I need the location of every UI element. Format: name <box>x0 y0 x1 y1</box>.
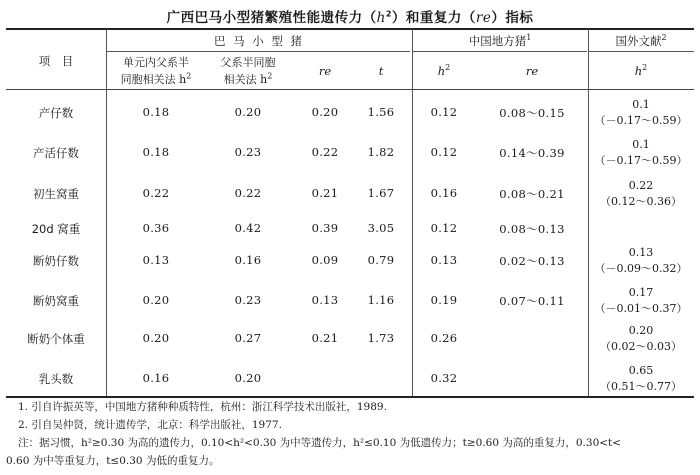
footnote-note: 注：据习惯，h²≥0.30 为高的遗传力，0.10<h²<0.30 为中等遗传力，h²≤0.10 为低遗传力；t≥0.60 为高的重复力，0.30<t< <box>18 437 622 449</box>
foreign-h2-range: （－0.09～0.32） <box>594 262 688 275</box>
cell-foreign <box>588 137 694 169</box>
cell-h2-unit: 0.22 <box>142 186 170 200</box>
cell-h2-sire: 0.27 <box>234 331 262 345</box>
foreign-h2-value: 0.1 <box>632 98 650 111</box>
cell-h2-unit: 0.20 <box>142 331 170 345</box>
cell-foreign <box>588 97 694 129</box>
foreign-h2-value: 0.20 <box>628 324 654 337</box>
cell-t: 1.67 <box>367 186 395 200</box>
cell-foreign <box>588 178 694 210</box>
footnote-note-cont: 0.60 为中等重复力，t≤0.30 为低的重复力。 <box>6 455 220 467</box>
cell-cn-h2: 0.12 <box>430 105 458 119</box>
cell-h2-sire: 0.42 <box>234 221 262 235</box>
cell-cn-h2: 0.16 <box>430 186 458 200</box>
header-h2-sire: 父系半同胞 相关法 $h^2$ <box>220 56 276 86</box>
cell-cn-re: 0.14～0.39 <box>499 146 565 160</box>
cell-t: 3.05 <box>367 221 395 235</box>
cell-h2-sire: 0.23 <box>234 145 262 159</box>
cell-h2-sire: 0.16 <box>234 253 262 267</box>
row-label: 乳头数 <box>38 372 74 386</box>
foreign-h2-range: （－0.17～0.59） <box>594 114 688 127</box>
foreign-h2-range: （－0.17～0.59） <box>594 154 688 167</box>
cell-h2-unit: 0.18 <box>142 145 170 159</box>
cell-cn-h2: 0.26 <box>430 331 458 345</box>
foreign-h2-value: 0.65 <box>628 364 654 377</box>
row-label: 断奶仔数 <box>33 254 79 268</box>
foreign-h2-range: （0.51～0.77） <box>600 380 682 393</box>
cell-h2-unit: 0.13 <box>142 253 170 267</box>
row-label: 断奶个体重 <box>27 332 85 346</box>
cell-re: 0.13 <box>311 293 339 307</box>
cell-t: 1.16 <box>367 293 395 307</box>
cell-cn-re: 0.08～0.15 <box>499 106 565 120</box>
cell-t: 1.56 <box>367 105 395 119</box>
title-re: re <box>475 10 492 26</box>
cell-re: 0.21 <box>311 186 339 200</box>
cell-re: 0.22 <box>311 145 339 159</box>
cell-h2-sire: 0.20 <box>234 105 262 119</box>
cell-h2-sire: 0.20 <box>234 371 262 385</box>
header-fr-h2: $h^2$ <box>634 63 648 78</box>
foreign-h2-value: 0.22 <box>628 179 654 192</box>
cell-re: 0.09 <box>311 253 339 267</box>
header-cn-h2: $h^2$ <box>437 63 451 78</box>
cell-re: 0.20 <box>311 105 339 119</box>
cell-cn-re: 0.08～0.13 <box>499 222 565 236</box>
foreign-h2-value: 0.1 <box>632 138 650 151</box>
title-sup: 2 <box>385 9 392 19</box>
header-re: re <box>318 64 332 78</box>
table-top-rule <box>6 28 694 30</box>
foreign-h2-range: （0.12～0.36） <box>600 195 682 208</box>
cell-re: 0.21 <box>311 331 339 345</box>
cell-cn-h2: 0.12 <box>430 145 458 159</box>
header-group-bama: 巴 马 小 型 猪 <box>213 34 305 48</box>
header-group-china: 中国地方猪$^1$ <box>468 33 532 48</box>
group-rule-bama <box>106 51 410 52</box>
footnotes <box>6 398 694 470</box>
cell-foreign <box>588 363 694 395</box>
cell-h2-unit: 0.36 <box>142 221 170 235</box>
group-rule-china <box>412 51 587 52</box>
cell-re: 0.39 <box>311 221 339 235</box>
row-label: 产仔数 <box>38 106 74 120</box>
cell-cn-h2: 0.32 <box>430 371 458 385</box>
title-suffix: ）指标 <box>491 10 534 26</box>
cell-cn-re: 0.08～0.21 <box>499 187 565 201</box>
foreign-h2-value: 0.13 <box>628 246 654 259</box>
header-t: t <box>378 64 384 78</box>
row-label: 20d 窝重 <box>31 222 81 236</box>
cell-foreign <box>588 323 694 355</box>
footnote-2: 2. 引自吴仲贤，统计遗传学，北京：科学出版社，1977. <box>18 419 282 431</box>
cell-cn-h2: 0.13 <box>430 253 458 267</box>
title-mid: ）和重复力（ <box>391 10 476 26</box>
row-label: 断奶窝重 <box>33 294 79 308</box>
footnote-1: 1. 引自许振英等，中国地方猪种种质特性，杭州：浙江科学技术出版社，1989. <box>18 401 387 413</box>
cell-h2-sire: 0.23 <box>234 293 262 307</box>
cell-cn-re: 0.02～0.13 <box>499 254 565 268</box>
title-h: h <box>376 10 386 26</box>
cell-cn-h2: 0.19 <box>430 293 458 307</box>
foreign-h2-range: （－0.01～0.37） <box>594 302 688 315</box>
cell-cn-re: 0.07～0.11 <box>499 294 565 308</box>
cell-h2-unit: 0.16 <box>142 371 170 385</box>
group-rule-foreign <box>589 51 694 52</box>
cell-t: 0.79 <box>367 253 395 267</box>
cell-h2-unit: 0.20 <box>142 293 170 307</box>
foreign-h2-range: （0.02～0.03） <box>600 340 682 353</box>
header-cn-re: re <box>525 64 539 78</box>
header-item: 项 目 <box>38 54 74 68</box>
cell-t: 1.82 <box>367 145 395 159</box>
table-title <box>0 6 700 26</box>
row-label: 产活仔数 <box>33 146 79 160</box>
cell-t: 1.73 <box>367 331 395 345</box>
cell-h2-unit: 0.18 <box>142 105 170 119</box>
header-h2-unit: 单元内父系半 同胞相关法 $h^2$ <box>120 56 192 86</box>
cell-foreign <box>588 245 694 277</box>
cell-cn-h2: 0.12 <box>430 221 458 235</box>
header-bottom-rule <box>6 89 694 90</box>
cell-foreign <box>588 285 694 317</box>
row-label: 初生窝重 <box>33 187 79 201</box>
cell-h2-sire: 0.22 <box>234 186 262 200</box>
title-prefix: 广西巴马小型猪繁殖性能遗传力（ <box>166 10 377 26</box>
foreign-h2-value: 0.17 <box>628 286 654 299</box>
header-group-foreign: 国外文献$^2$ <box>615 33 667 48</box>
